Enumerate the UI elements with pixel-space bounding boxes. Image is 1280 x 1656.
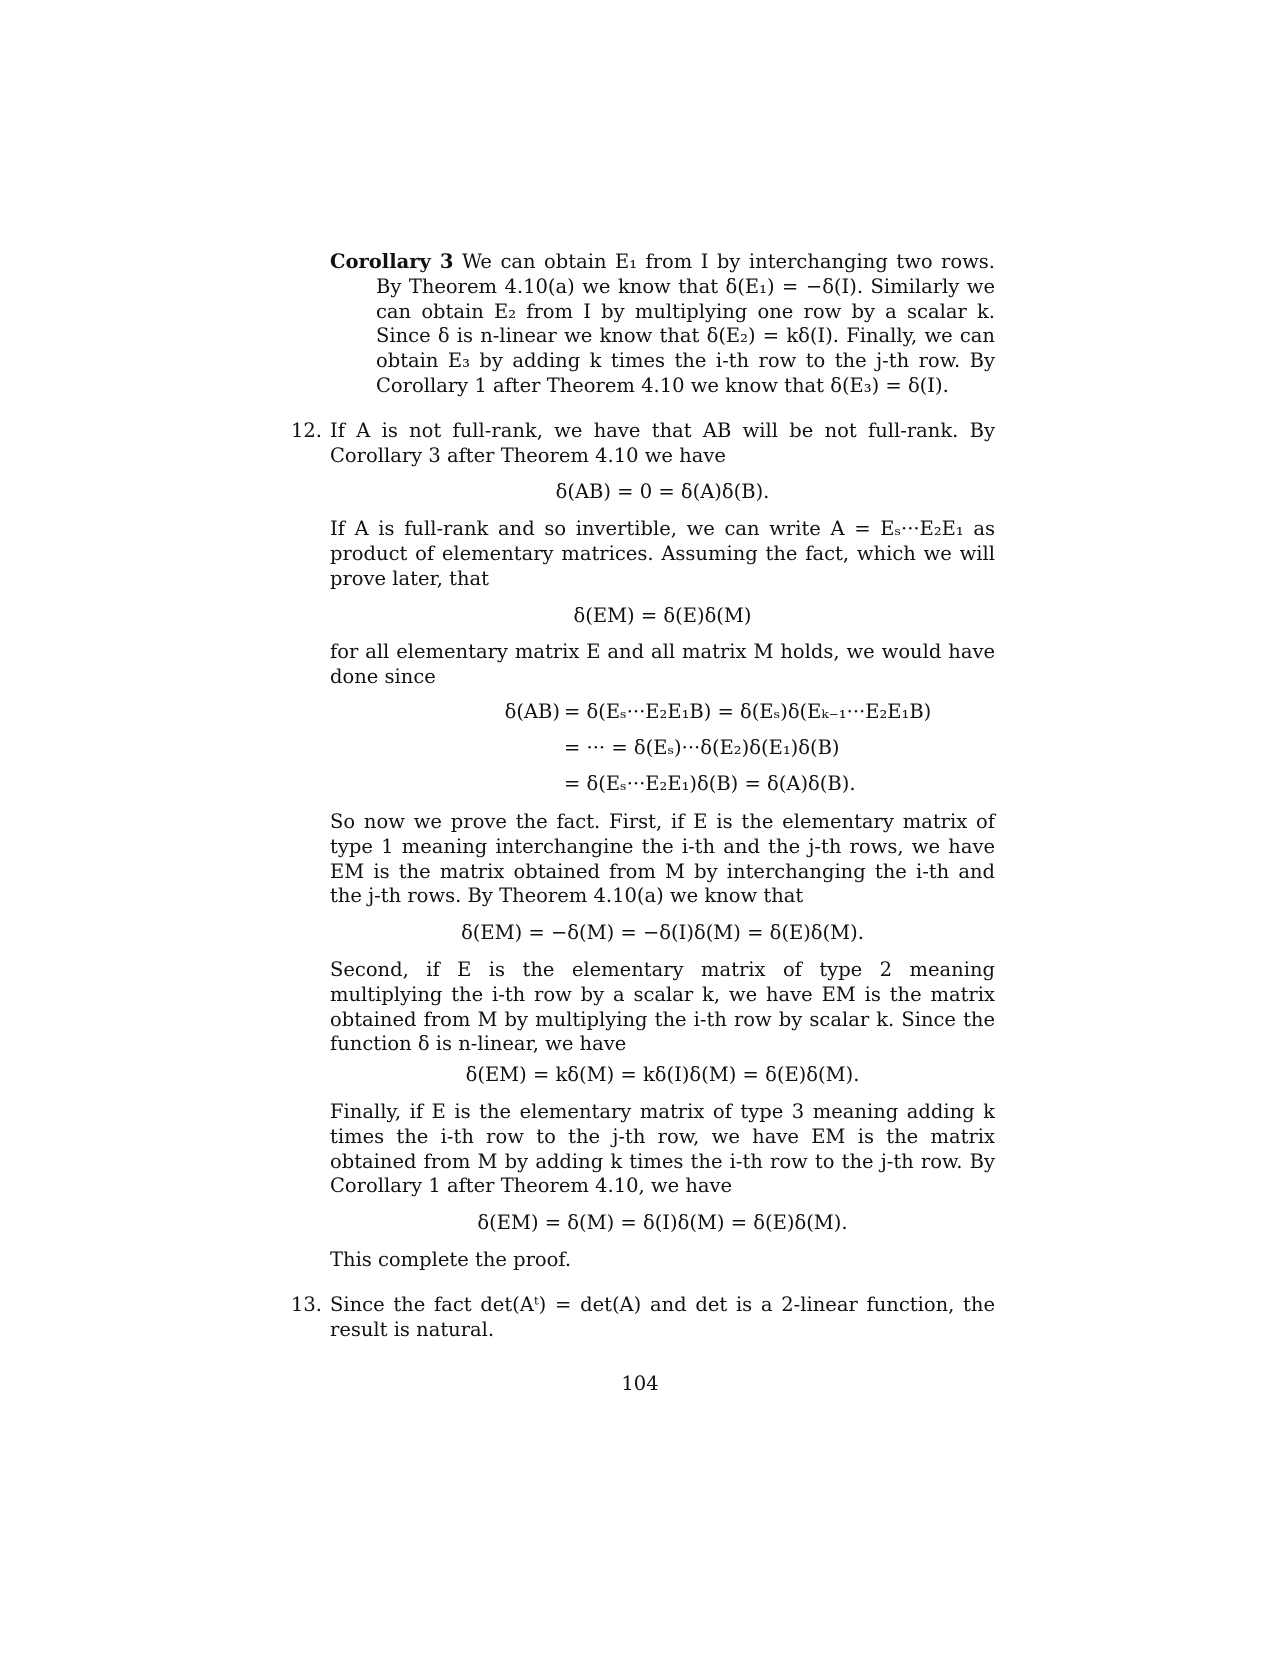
derivation-rhs: = δ(Eₛ···E₂E₁)δ(B) = δ(A)δ(B). [564, 771, 856, 795]
item-13 [290, 1292, 995, 1343]
equation-1: δ(AB) = 0 = δ(A)δ(B). [555, 480, 770, 504]
derivation-row [330, 730, 995, 766]
multiline-derivation [330, 694, 995, 802]
corollary-3-heading: Corollary 3 [330, 250, 454, 273]
item-12 [290, 418, 995, 1273]
item-13-number: 13. [290, 1292, 322, 1316]
corollary-3-paragraph [330, 250, 995, 399]
derivation-row [330, 694, 995, 730]
item-12-para-6: Finally, if E is the elementary matrix of type 3 meaning adding k times the i-th row to the j-th row, we have EM is the matrix obtained from M by adding k times the i-th row to the j-th row. By Corollary 1 after Theorem 4.10, we have [330, 1099, 995, 1198]
item-12-para-3: for all elementary matrix E and all matrix M holds, we would have done since [330, 640, 995, 689]
derivation-rhs: = δ(Eₛ···E₂E₁B) = δ(Eₛ)δ(Eₖ₋₁···E₂E₁B) [564, 699, 932, 723]
equation-3: δ(EM) = −δ(M) = −δ(I)δ(M) = δ(E)δ(M). [461, 921, 864, 945]
page-number: 104 [621, 1372, 659, 1395]
derivation-rhs: = ··· = δ(Eₛ)···δ(E₂)δ(E₁)δ(B) [564, 735, 840, 759]
corollary-3-text: We can obtain E₁ from I by interchanging two rows. By Theorem 4.10(a) we know that δ(E₁) = −δ(I). Similarly we can obtain E₂ from I by multiplying one row by a scalar k. Since δ is n-linear we know that δ(E₂) = kδ(I). Finally, we can obtain E₃ by adding k times the i-th row to the j-th row. By Corollary 1 after Theorem 4.10 we know that δ(E₃) = δ(I). [376, 250, 995, 397]
item-12-para-7: This complete the proof. [330, 1247, 572, 1271]
equation-2: δ(EM) = δ(E)δ(M) [573, 603, 752, 627]
item-12-para-4: So now we prove the fact. First, if E is the elementary matrix of type 1 meaning interchangine the i-th and the j-th rows, we have EM is the matrix obtained from M by interchanging the i-th and the j-th rows. By Theorem 4.10(a) we know that [330, 809, 995, 908]
equation-4: δ(EM) = kδ(M) = kδ(I)δ(M) = δ(E)δ(M). [465, 1063, 860, 1087]
derivation-row [330, 766, 995, 802]
item-12-number: 12. [290, 418, 322, 442]
item-12-para-1: If A is not full-rank, we have that AB will be not full-rank. By Corollary 3 after Theorem 4.10 we have [330, 418, 995, 467]
item-13-text: Since the fact det(Aᵗ) = det(A) and det is a 2-linear function, the result is natural. [330, 1292, 995, 1341]
page-body [290, 250, 995, 1342]
derivation-lhs: δ(AB) [504, 699, 560, 723]
equation-5: δ(EM) = δ(M) = δ(I)δ(M) = δ(E)δ(M). [477, 1211, 848, 1235]
item-12-para-2: If A is full-rank and so invertible, we can write A = Eₛ···E₂E₁ as product of elementary matrices. Assuming the fact, which we will prove later, that [330, 517, 995, 590]
item-12-para-5: Second, if E is the elementary matrix of type 2 meaning multiplying the i-th row by a scalar k, we have EM is the matrix obtained from M by multiplying the i-th row by scalar k. Since the function δ is n-linear, we have [330, 957, 995, 1056]
